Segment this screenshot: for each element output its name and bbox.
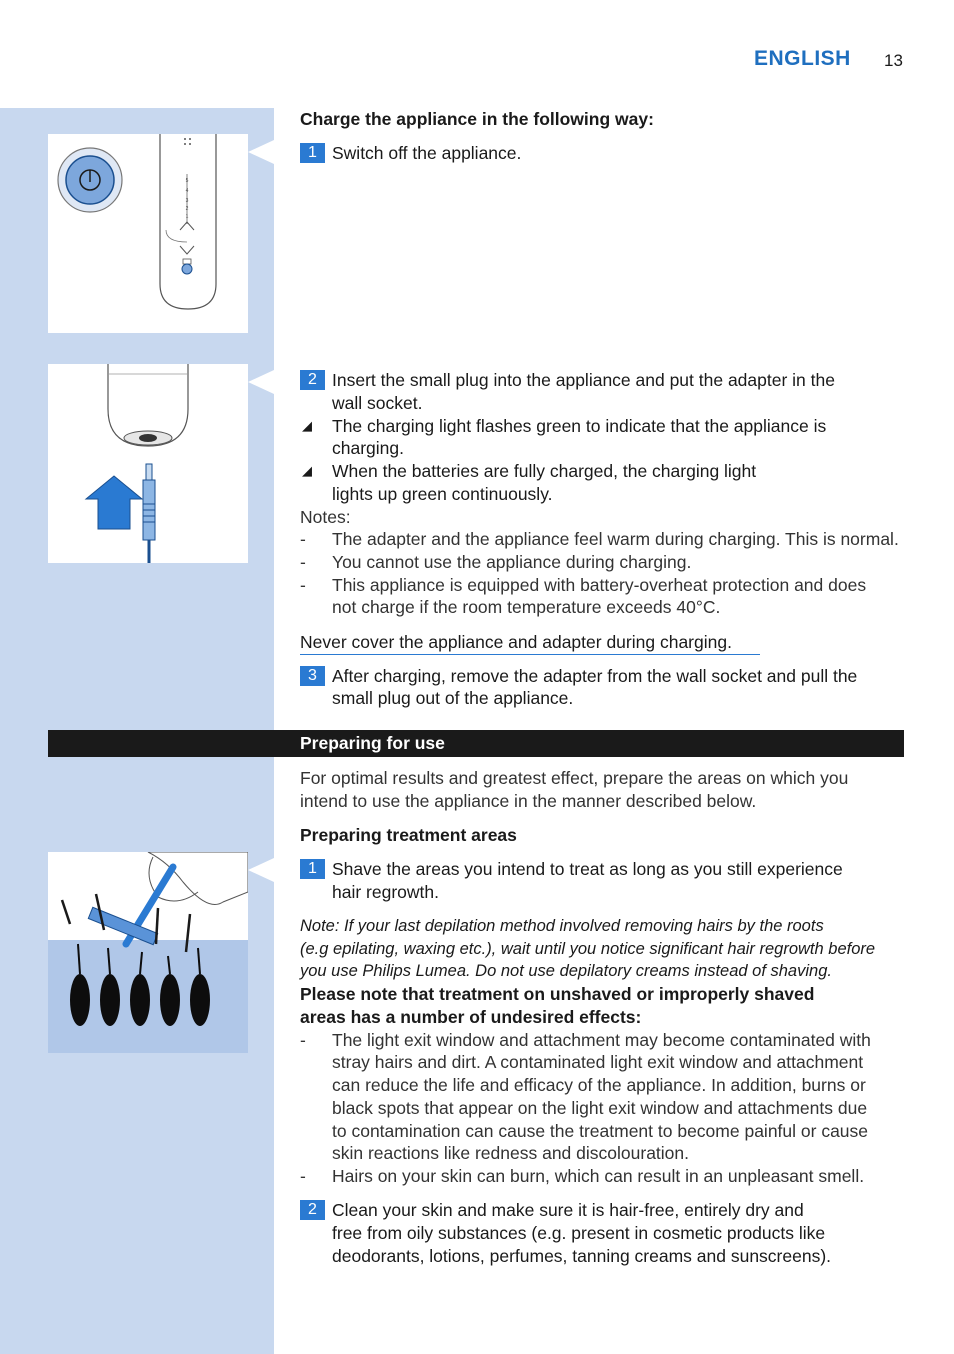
figure-pointer: [248, 140, 274, 164]
effect-text: black spots that appear on the light exit window and attachments due: [332, 1098, 868, 1118]
effect-text: can reduce the life and efficacy of the appliance. In addition, burns or: [332, 1075, 866, 1095]
note-text: You cannot use the appliance during charging.: [332, 552, 692, 572]
note-italic: you use Philips Lumea. Do not use depilatory creams instead of shaving.: [300, 962, 832, 980]
step-text: hair regrowth.: [332, 882, 439, 902]
step-number: 1: [300, 859, 325, 879]
dash-marker: -: [300, 529, 306, 549]
step-number: 1: [300, 143, 325, 163]
step-text: deodorants, lotions, perfumes, tanning creams and sunscreens).: [332, 1246, 832, 1266]
step-text: Insert the small plug into the appliance and put the adapter in the: [332, 370, 835, 390]
intro-text: intend to use the appliance in the manner described below.: [300, 791, 757, 811]
note-italic: Note: If your last depilation method involved removing hairs by the roots: [300, 917, 824, 935]
bullet-text: When the batteries are fully charged, the charging light: [332, 461, 757, 481]
step-text: Shave the areas you intend to treat as long as you still experience: [332, 859, 843, 879]
step-text: After charging, remove the adapter from the wall socket and pull the: [332, 666, 858, 686]
warning-text: Never cover the appliance and adapter during charging.: [300, 632, 732, 652]
charge-heading: Charge the appliance in the following way:: [300, 109, 654, 129]
step-text: Clean your skin and make sure it is hair-free, entirely dry and: [332, 1200, 804, 1220]
step-text: free from oily substances (e.g. present in cosmetic products like: [332, 1223, 826, 1243]
effect-text: Hairs on your skin can burn, which can result in an unpleasant smell.: [332, 1166, 865, 1186]
figure-insert-plug: [48, 364, 248, 563]
language-label: ENGLISH: [754, 47, 851, 70]
note-text: not charge if the room temperature exceeds 40°C.: [332, 597, 721, 617]
step-text: Switch off the appliance.: [332, 143, 522, 163]
step-number: 2: [300, 370, 325, 390]
notes-label: Notes:: [300, 507, 351, 527]
switch-off-illustration: [48, 134, 248, 333]
intro-text: For optimal results and greatest effect, prepare the areas on which you: [300, 768, 849, 788]
warning-bold: Please note that treatment on unshaved or improperly shaved: [300, 984, 815, 1004]
dash-marker: -: [300, 1166, 306, 1186]
effect-text: to contamination can cause the treatment to become painful or cause: [332, 1121, 869, 1141]
subheading: Preparing treatment areas: [300, 825, 517, 845]
figure-pointer: [248, 858, 274, 882]
figure-shaving: [48, 852, 248, 1053]
step-text: small plug out of the appliance.: [332, 688, 574, 708]
step-number: 3: [300, 666, 325, 686]
bullet-icon: ◢: [302, 418, 312, 433]
note-italic: (e.g epilating, waxing etc.), wait until you notice significant hair regrowth before: [300, 940, 876, 958]
effect-text: The light exit window and attachment may become contaminated with: [332, 1030, 871, 1050]
step-number: 2: [300, 1200, 325, 1220]
note-text: The adapter and the appliance feel warm during charging. This is normal.: [332, 529, 899, 549]
effect-text: stray hairs and dirt. A contaminated light exit window and attachment: [332, 1052, 864, 1072]
scale-label: 4: [185, 188, 189, 194]
scale-label: 5: [185, 178, 189, 184]
step-text: wall socket.: [332, 393, 423, 413]
dash-marker: -: [300, 1030, 306, 1050]
bullet-icon: ◢: [302, 463, 312, 478]
effect-text: skin reactions like redness and discolouration.: [332, 1143, 689, 1163]
figure-pointer: [248, 370, 274, 394]
scale-label: 1: [185, 214, 189, 220]
scale-label: 2: [185, 206, 189, 212]
dash-marker: -: [300, 552, 306, 572]
note-text: This appliance is equipped with battery-overheat protection and does: [332, 575, 867, 595]
section-bar: [48, 730, 904, 757]
figure-switch-off: [48, 134, 248, 333]
bullet-text: lights up green continuously.: [332, 484, 553, 504]
bullet-text: The charging light flashes green to indicate that the appliance is: [332, 416, 827, 436]
dash-marker: -: [300, 575, 306, 595]
page-number: 13: [884, 51, 903, 70]
bullet-text: charging.: [332, 438, 404, 458]
insert-plug-illustration: [48, 364, 248, 563]
scale-label: 3: [185, 198, 189, 204]
warning-bold: areas has a number of undesired effects:: [300, 1007, 642, 1027]
section-title: Preparing for use: [300, 733, 445, 753]
shaving-illustration: [48, 852, 248, 1053]
